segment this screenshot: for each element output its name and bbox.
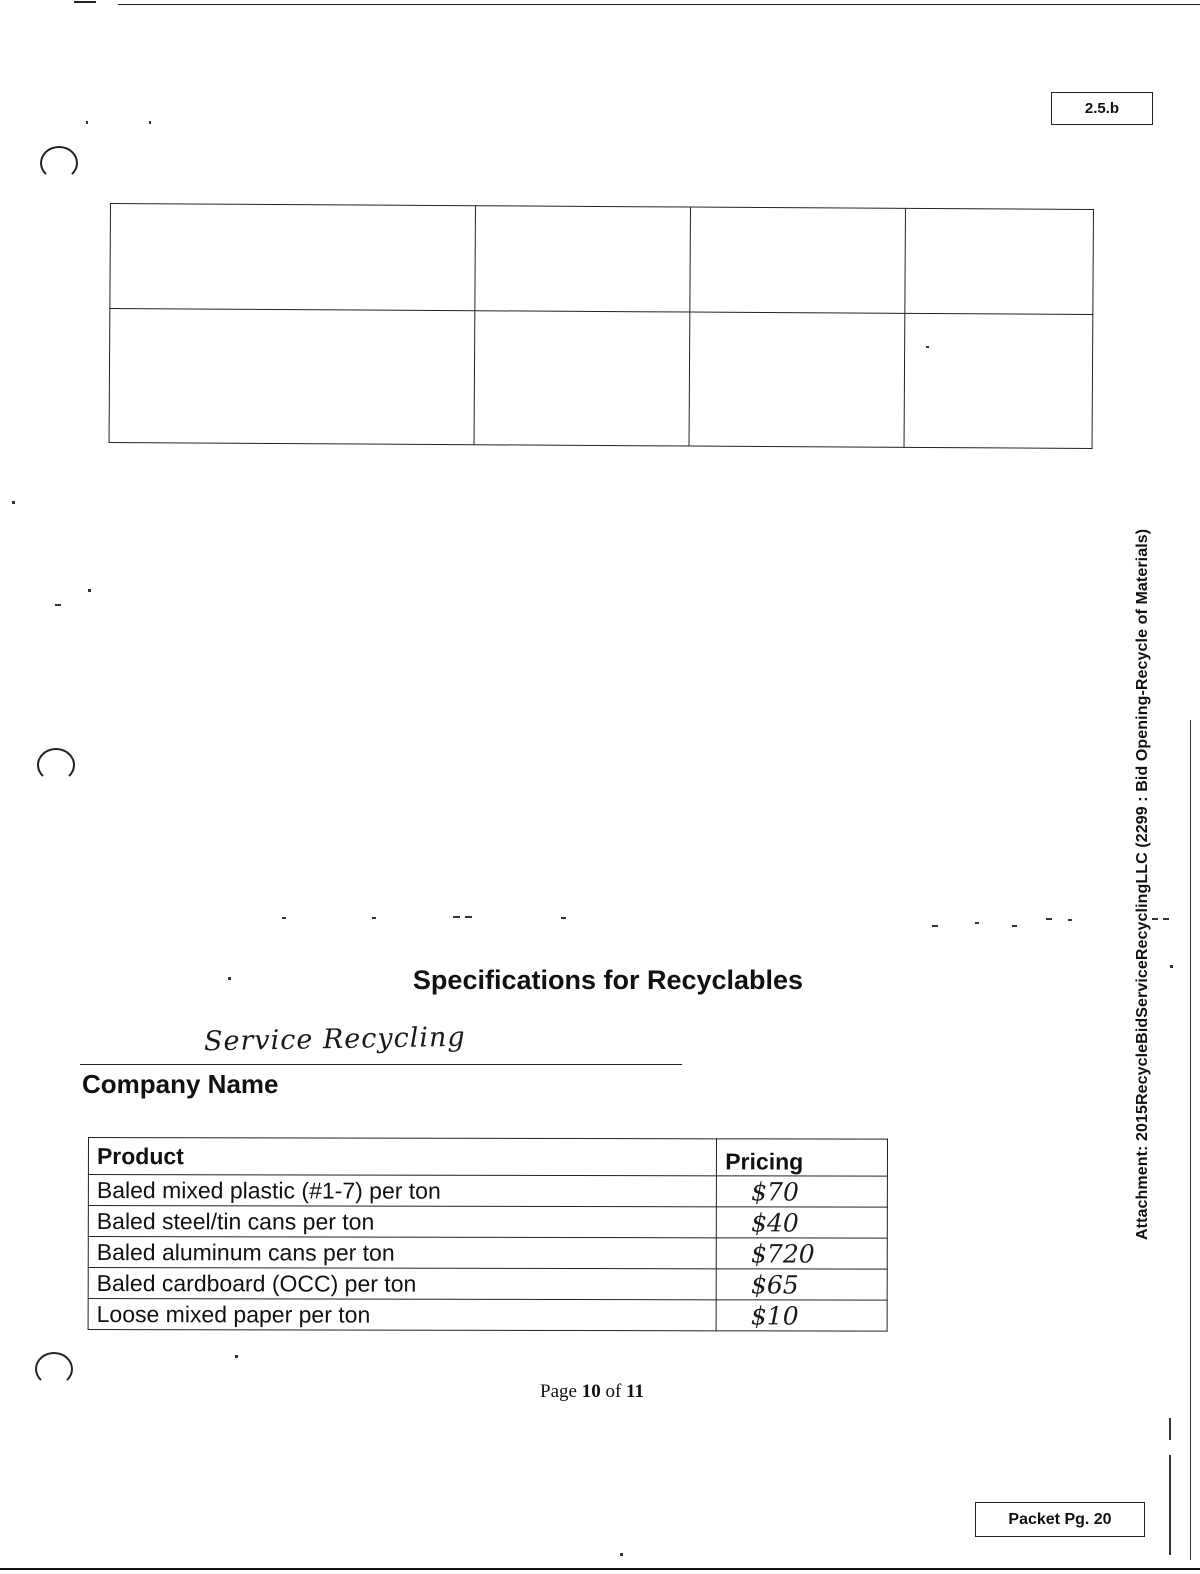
scan-speck — [12, 501, 15, 504]
blank-grid-table — [109, 203, 1094, 449]
scan-speck — [55, 604, 61, 606]
company-name-handwritten: Service Recycling — [203, 1021, 466, 1058]
blank-grid-row — [109, 309, 1093, 449]
scan-speck — [235, 1355, 238, 1358]
company-name-label: Company Name — [82, 1069, 279, 1099]
scan-speck — [932, 925, 938, 927]
punch-hole-icon — [35, 1352, 73, 1386]
page-total: 11 — [626, 1381, 644, 1402]
punch-hole-icon — [37, 748, 75, 782]
blank-cell — [904, 314, 1093, 449]
scan-speck — [149, 121, 151, 124]
packet-page-label: Packet Pg. 20 — [975, 1502, 1145, 1537]
blank-cell — [475, 206, 691, 313]
scan-speck — [1169, 1455, 1171, 1555]
scan-speck — [561, 917, 566, 919]
scan-speck — [620, 1553, 623, 1556]
price-cell: $720 — [717, 1238, 888, 1269]
scan-speck — [88, 589, 91, 592]
page-current: 10 — [581, 1381, 601, 1402]
scan-speck — [1170, 965, 1173, 968]
page-title: Specifications for Recyclables — [412, 965, 804, 995]
scan-speck — [453, 916, 460, 918]
page-prefix: Page — [540, 1381, 577, 1402]
scan-speck — [1012, 925, 1017, 927]
scan-speck — [975, 922, 979, 924]
table-row — [88, 1237, 887, 1270]
agenda-tag: 2.5.b — [1051, 92, 1153, 125]
scan-speck — [228, 977, 231, 980]
blank-cell — [689, 312, 905, 447]
table-row — [88, 1175, 887, 1208]
scan-speck — [86, 121, 88, 124]
price-cell: $70 — [717, 1176, 888, 1207]
page-number — [540, 1381, 644, 1403]
company-name-line — [80, 1064, 682, 1065]
blank-cell — [474, 311, 690, 446]
price-cell: $40 — [717, 1207, 888, 1238]
product-cell: Loose mixed paper per ton — [88, 1299, 716, 1331]
table-row — [88, 1299, 887, 1332]
table-row — [88, 1206, 887, 1239]
right-edge-rule — [1190, 720, 1191, 1560]
punch-hole-icon — [40, 146, 78, 180]
blank-cell — [110, 204, 476, 312]
scan-speck — [372, 917, 376, 919]
blank-cell — [690, 207, 906, 314]
attachment-label: Attachment: 2015RecycleBidServiceRecyclingLLC (2299 : Bid Opening-Recycle of Materials) — [1134, 528, 1151, 1240]
top-edge-dash — [74, 1, 96, 3]
blank-grid-row — [110, 204, 1094, 315]
scan-speck — [926, 346, 929, 348]
product-cell: Baled aluminum cans per ton — [88, 1237, 716, 1269]
scan-speck — [465, 916, 472, 918]
bottom-edge-rule — [0, 1568, 1200, 1570]
header-product: Product — [88, 1138, 716, 1176]
product-cell: Baled cardboard (OCC) per ton — [88, 1268, 716, 1300]
pricing-table — [88, 1137, 888, 1332]
product-cell: Baled mixed plastic (#1-7) per ton — [88, 1175, 716, 1207]
blank-cell — [109, 309, 475, 445]
scan-speck — [1163, 918, 1169, 920]
header-pricing: Pricing — [717, 1139, 888, 1176]
scan-speck — [1046, 918, 1052, 920]
price-cell: $10 — [716, 1300, 887, 1331]
price-cell: $65 — [716, 1269, 887, 1300]
top-edge-rule — [118, 4, 1200, 5]
scan-speck — [1169, 1418, 1171, 1440]
page-of: of — [605, 1381, 622, 1402]
scan-speck — [282, 917, 286, 919]
product-cell: Baled steel/tin cans per ton — [88, 1206, 716, 1238]
blank-cell — [905, 208, 1094, 315]
scan-speck — [1068, 919, 1072, 921]
scan-speck — [1152, 918, 1158, 920]
table-row — [88, 1268, 887, 1301]
pricing-header-row — [88, 1138, 887, 1177]
